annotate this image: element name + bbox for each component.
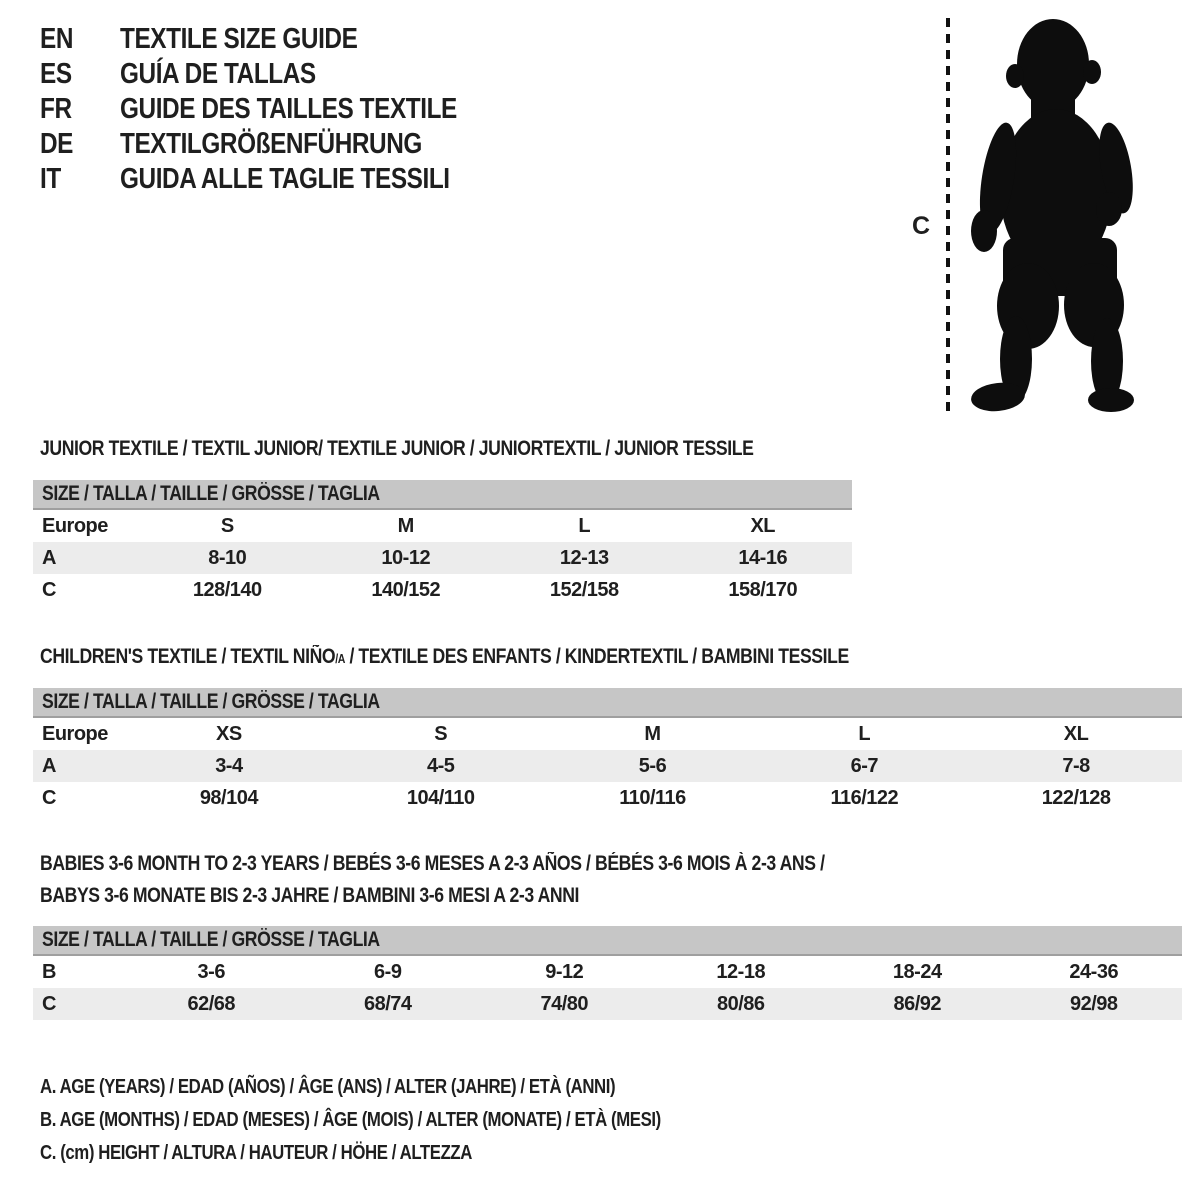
table-cell: XL [1063,722,1089,745]
table-cell: 6-7 [850,754,878,777]
language-code: EN [40,23,74,55]
language-title: GUIDE DES TAILLES TEXTILE [120,93,457,125]
table-cell: S [220,514,234,537]
table-cell: L [858,722,871,745]
table-cell: 62/68 [187,992,236,1015]
language-code: FR [40,93,72,125]
table-cell: 9-12 [545,960,584,983]
table-row [33,510,852,542]
section-title-junior [40,433,753,465]
table-cell: 86/92 [893,992,942,1015]
section-title-text: /A [335,652,345,666]
size-table-header [33,688,1182,718]
size-table-junior [33,480,852,606]
table-cell: 68/74 [363,992,412,1015]
table-row [33,956,1182,988]
table-cell: 158/170 [728,578,798,601]
table-cell: 122/128 [1041,786,1111,809]
language-title: GUIDA ALLE TAGLIE TESSILI [120,163,450,195]
table-cell: 6-9 [374,960,402,983]
language-row [40,127,521,162]
table-row [33,782,1182,814]
table-cell: 140/152 [371,578,441,601]
height-measure-label: C [912,212,930,240]
row-label: C [42,786,56,809]
table-cell: S [434,722,448,745]
table-cell: 3-4 [215,754,243,777]
table-cell: 116/122 [830,786,899,809]
baby-silhouette-icon [968,16,1136,416]
language-code: DE [40,128,74,160]
language-title: GUÍA DE TALLAS [120,58,316,90]
row-label: C [42,992,56,1015]
size-table-header-label: SIZE / TALLA / TAILLE / GRÖSSE / TAGLIA [42,690,380,713]
table-cell: 24-36 [1069,960,1119,983]
table-cell: 8-10 [208,546,247,569]
section-title-text: JUNIOR TEXTILE / TEXTIL JUNIOR/ TEXTILE JUNIOR / JUNIORTEXTIL / JUNIOR TESSILE [40,437,754,460]
table-cell: 92/98 [1069,992,1118,1015]
row-label: A [42,546,56,569]
language-title-list [40,22,521,197]
section-title-text: / TEXTILE DES ENFANTS / KINDERTEXTIL / BAMBINI TESSILE [344,645,849,668]
size-table-children [33,688,1182,814]
language-row [40,162,521,197]
table-row [33,542,852,574]
table-cell: 80/86 [716,992,765,1015]
section-title-text: CHILDREN'S TEXTILE / TEXTIL NIÑO [40,645,336,668]
row-label: A [42,754,56,777]
size-table-header [33,480,852,510]
table-cell: 74/80 [540,992,589,1015]
language-title: TEXTILGRÖßENFÜHRUNG [120,128,422,160]
legend-line-c: C. (cm) HEIGHT / ALTURA / HAUTEUR / HÖHE / ALTEZZA [40,1142,472,1164]
language-code: ES [40,58,72,90]
size-table-babies [33,926,1182,1020]
legend-line-a: A. AGE (YEARS) / EDAD (AÑOS) / ÂGE (ANS) / ALTER (JAHRE) / ETÀ (ANNI) [40,1076,616,1098]
table-cell: XL [750,514,776,537]
table-cell: M [397,514,414,537]
table-cell: 152/158 [549,578,619,601]
table-cell: 14-16 [738,546,788,569]
table-cell: XS [216,722,242,745]
language-row [40,57,521,92]
size-table-header [33,926,1182,956]
legend-line-b: B. AGE (MONTHS) / EDAD (MESES) / ÂGE (MOIS) / ALTER (MONATE) / ETÀ (MESI) [40,1109,661,1131]
height-dashed-line [944,16,952,416]
size-table-header-label: SIZE / TALLA / TAILLE / GRÖSSE / TAGLIA [42,482,380,505]
table-row [33,718,1182,750]
table-cell: 7-8 [1062,754,1090,777]
legend [40,1071,779,1170]
table-row [33,988,1182,1020]
table-cell: 3-6 [197,960,225,983]
language-code: IT [40,163,61,195]
table-cell: 98/104 [199,786,258,809]
language-title: TEXTILE SIZE GUIDE [120,23,358,55]
language-row [40,22,521,57]
table-cell: 12-18 [716,960,766,983]
table-cell: 4-5 [426,754,455,777]
table-cell: 18-24 [892,960,942,983]
section-title-text: BABIES 3-6 MONTH TO 2-3 YEARS / BEBÉS 3-6 MESES A 2-3 AÑOS / BÉBÉS 3-6 MOIS À 2-3 ANS / [40,852,825,875]
table-row [33,574,852,606]
row-label: Europe [42,514,108,537]
size-table-header-label: SIZE / TALLA / TAILLE / GRÖSSE / TAGLIA [42,928,380,951]
table-cell: M [644,722,661,745]
table-row [33,750,1182,782]
section-title-text: BABYS 3-6 MONATE BIS 2-3 JAHRE / BAMBINI 3-6 MESI A 2-3 ANNI [40,884,580,907]
table-cell: 128/140 [192,578,262,601]
table-cell: 12-13 [559,546,609,569]
table-cell: 104/110 [406,786,475,809]
table-cell: L [578,514,591,537]
row-label: B [42,960,56,983]
table-cell: 110/116 [619,786,686,809]
section-title-babies [40,848,825,912]
row-label: Europe [42,722,108,745]
language-row [40,92,521,127]
row-label: C [42,578,56,601]
table-cell: 5-6 [638,754,667,777]
section-title-children [40,641,849,675]
table-cell: 10-12 [381,546,431,569]
